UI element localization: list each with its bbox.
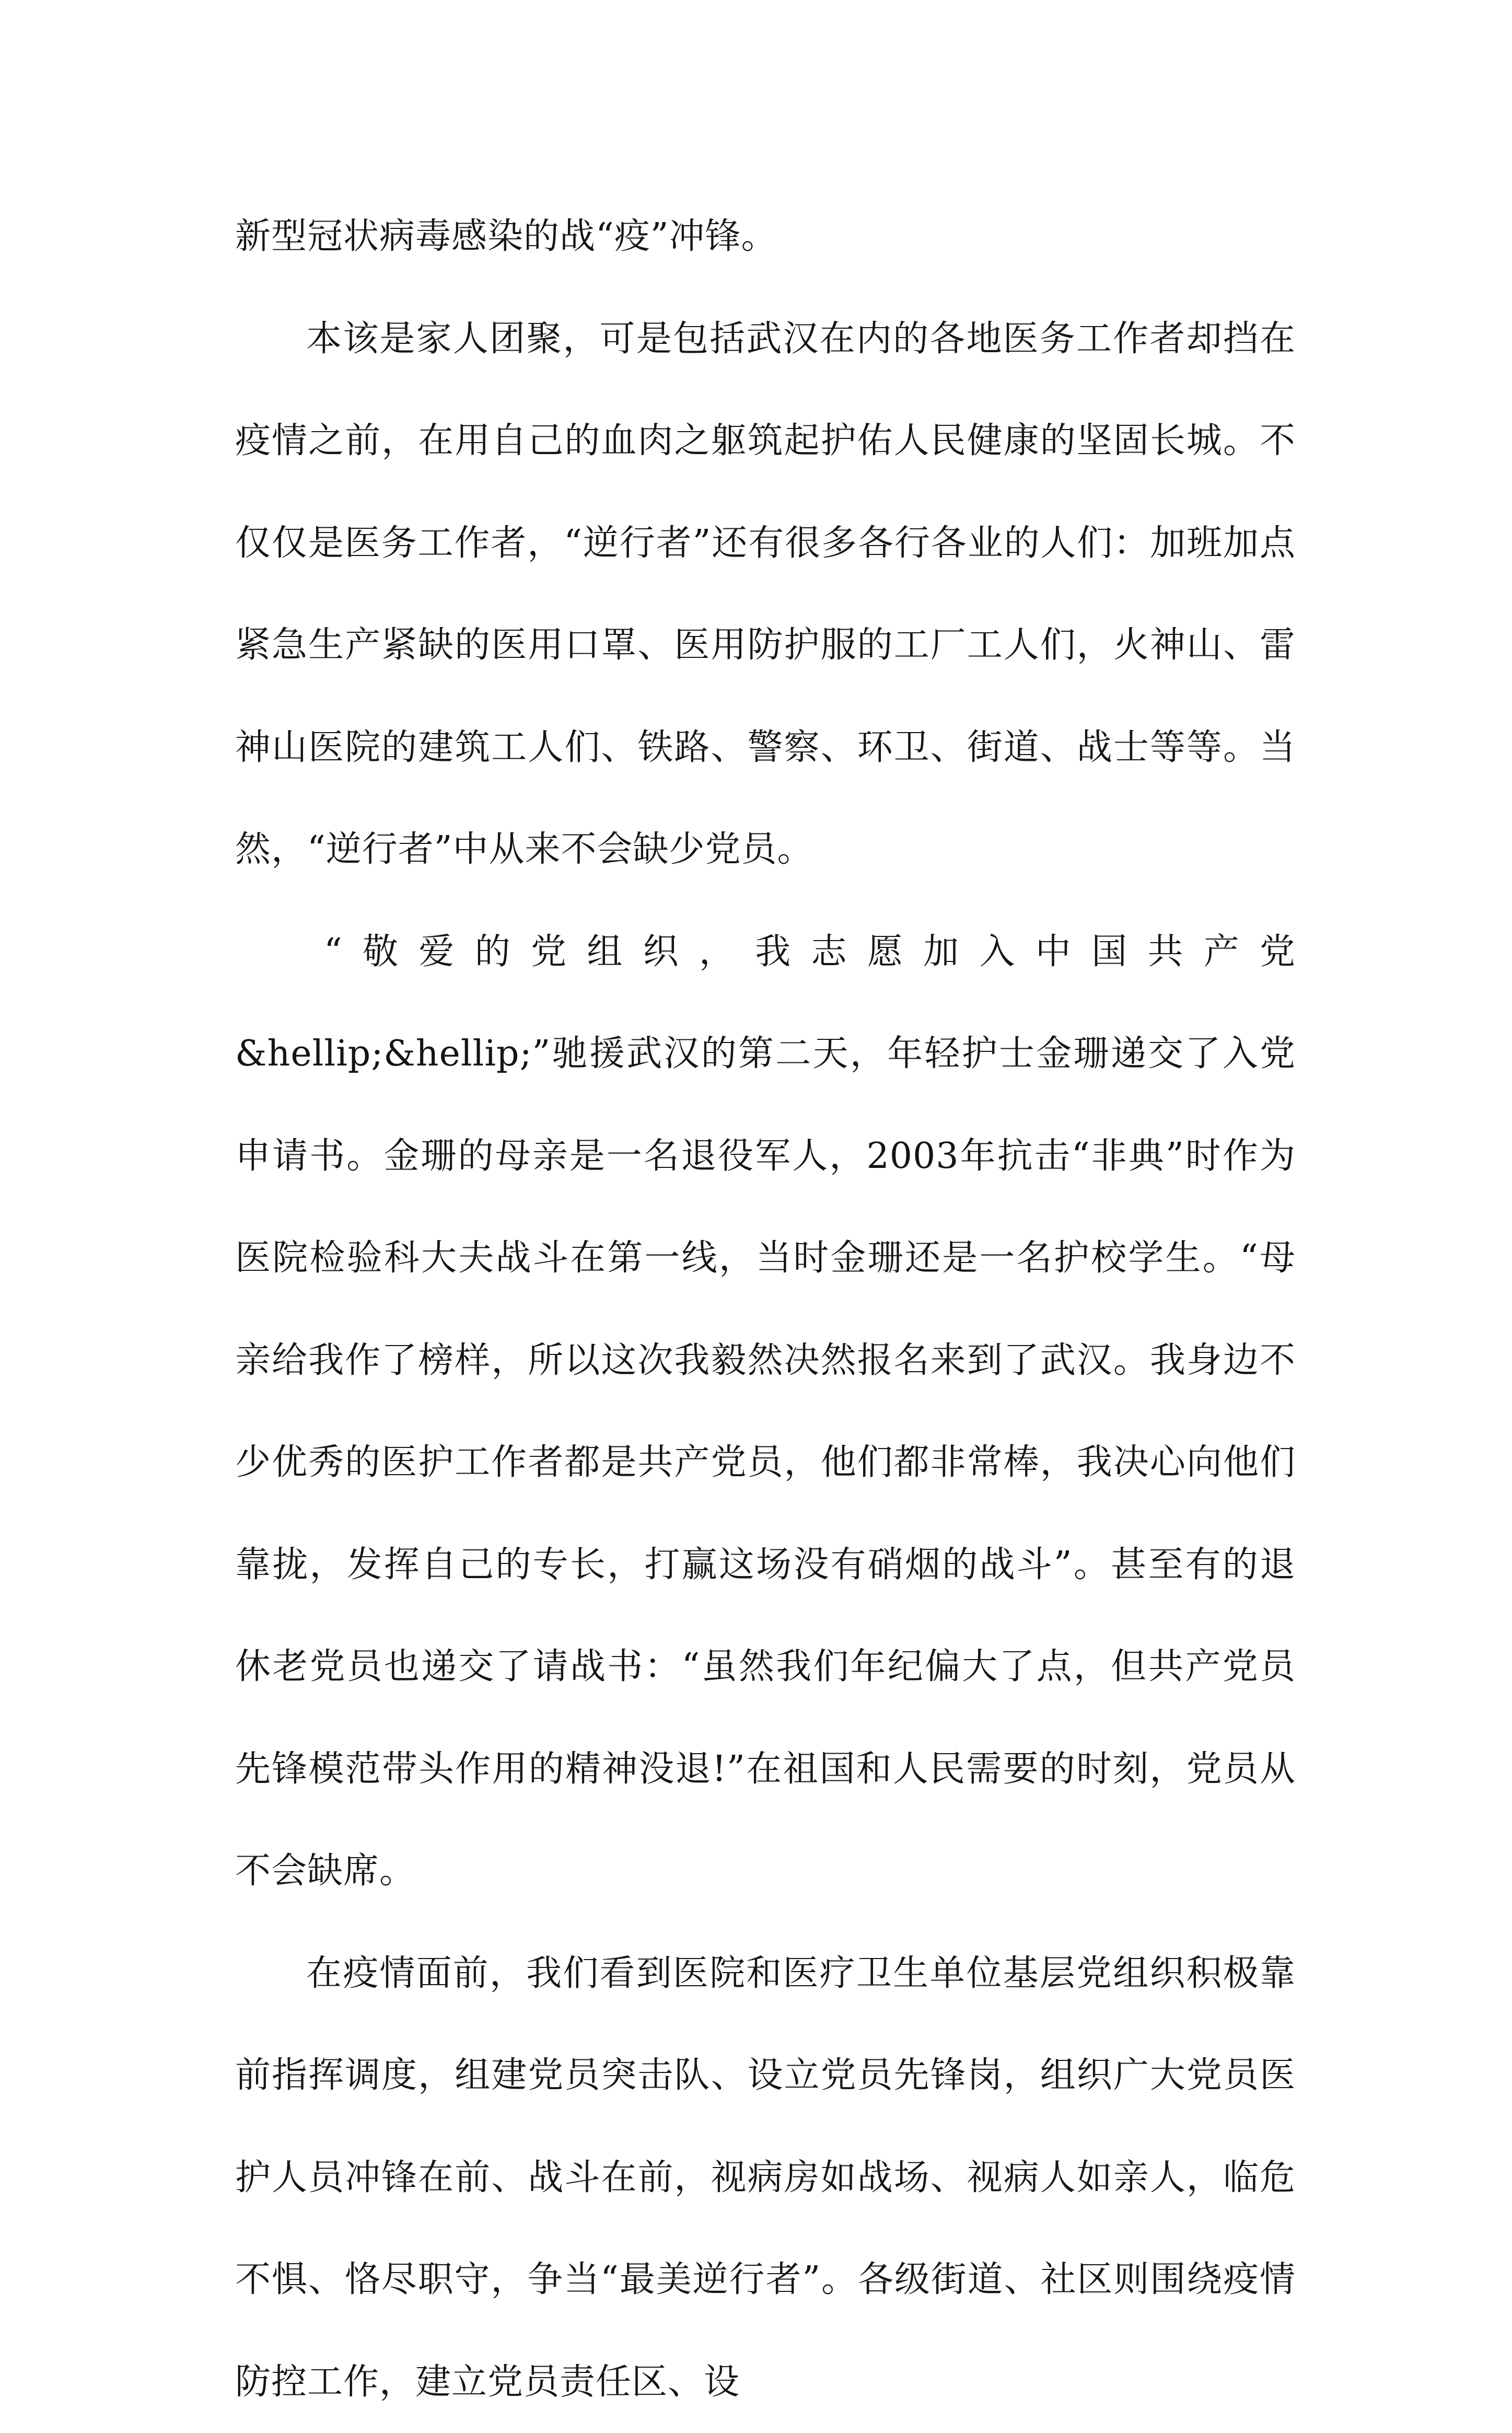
body-text: [235, 186, 1296, 2433]
paragraph-frontline-workers: 本该是家人团聚，可是包括武汉在内的各地医务工作者却挡在疫情之前，在用自己的血肉之躯筑起护佑人民健康的坚固长城。不仅仅是医务工作者，“逆行者”还有很多各行各业的人们：加班加点紧急生产紧缺的医用口罩、医用防护服的工厂工人们，火神山、雷神山医院的建筑工人们、铁路、警察、环卫、街道、战士等等。当然，“逆行者”中从来不会缺少党员。: [235, 288, 1296, 901]
paragraph-party-organizations: 在疫情面前，我们看到医院和医疗卫生单位基层党组织积极靠前指挥调度，组建党员突击队、设立党员先锋岗，组织广大党员医护人员冲锋在前、战斗在前，视病房如战场、视病人如亲人，临危不惧、恪尽职守，争当“最美逆行者”。各级街道、社区则围绕疫情防控工作，建立党员责任区、设: [235, 1922, 1296, 2433]
paragraph-continuation: 新型冠状病毒感染的战“疫”冲锋。: [235, 186, 1296, 288]
paragraph-nurse-application: “敬爱的党组织，我志愿加入中国共产党&hellip;&hellip;”驰援武汉的第二天，年轻护士金珊递交了入党申请书。金珊的母亲是一名退役军人，2003年抗击“非典”时作为医院检验科大夫战斗在第一线，当时金珊还是一名护校学生。“母亲给我作了榜样，所以这次我毅然决然报名来到了武汉。我身边不少优秀的医护工作者都是共产党员，他们都非常棒，我决心向他们靠拢，发挥自己的专长，打赢这场没有硝烟的战斗”。甚至有的退休老党员也递交了请战书：“虽然我们年纪偏大了点，但共产党员先锋模范带头作用的精神没退!”在祖国和人民需要的时刻，党员从不会缺席。: [235, 901, 1296, 1922]
